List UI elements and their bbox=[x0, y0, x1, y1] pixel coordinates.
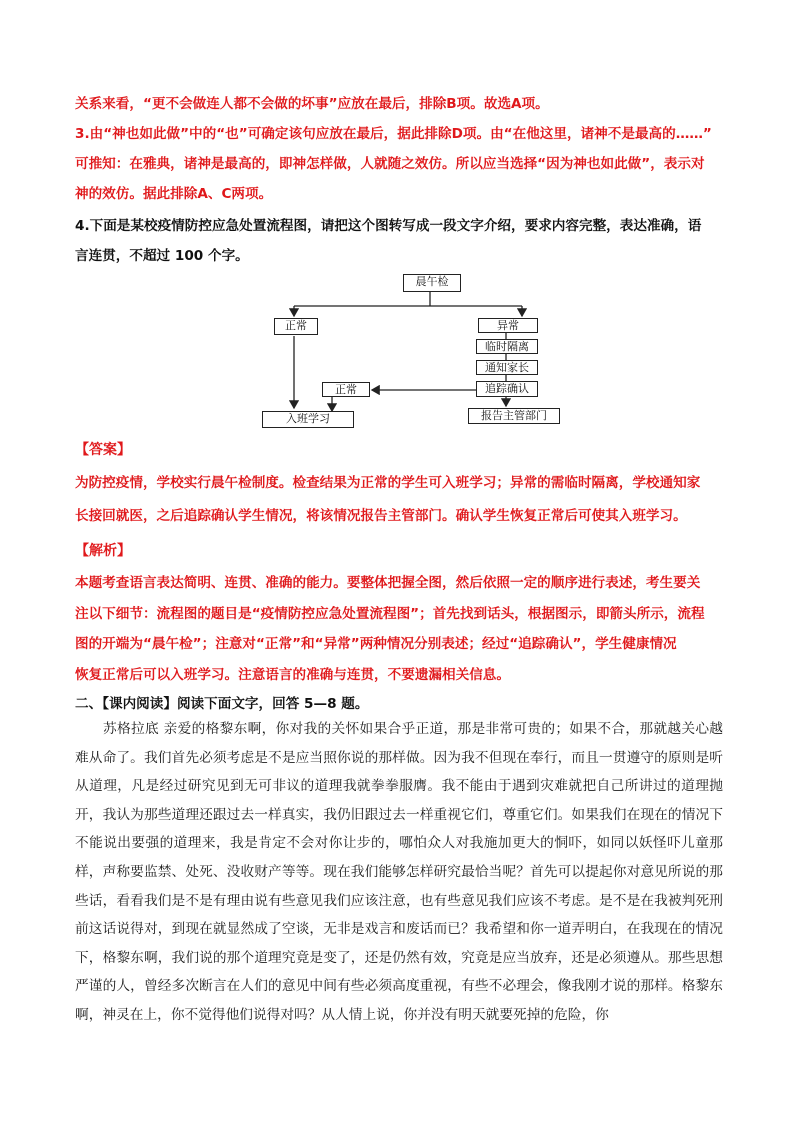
flow-confirm: 追踪确认 bbox=[476, 381, 538, 397]
answer-text-line-2: 长接回就医，之后追踪确认学生情况，将该情况报告主管部门。确认学生恢复正常后可使其入班学习。 bbox=[75, 508, 687, 524]
answer-text-line-1: 为防控疫情，学校实行晨午检制度。检查结果为正常的学生可入班学习；异常的需临时隔离，学校通知家 bbox=[75, 475, 701, 491]
question-4-line-2: 言连贯，不超过 100 个字。 bbox=[75, 248, 249, 264]
answer-line-4: 神的效仿。据此排除A、C两项。 bbox=[75, 186, 273, 202]
analysis-tag: 【解析】 bbox=[75, 543, 131, 559]
answer-line-3: 可推知：在雅典，诸神是最高的，即神怎样做，人就随之效仿。所以应当选择“因为神也如此做”，表示对 bbox=[75, 156, 705, 172]
answer-tag: 【答案】 bbox=[75, 442, 131, 458]
analysis-line-3: 图的开端为“晨午检”；注意对“正常”和“异常”两种情况分别表述；经过“追踪确认”，学生健康情况 bbox=[75, 636, 677, 652]
flow-start: 晨午检 bbox=[403, 274, 461, 292]
flow-normal-mid: 正常 bbox=[322, 382, 370, 397]
flowchart bbox=[262, 270, 574, 430]
flow-notify: 通知家长 bbox=[476, 360, 538, 375]
answer-line-1: 关系来看，“更不会做连人都不会做的坏事”应放在最后，排除B项。故选A项。 bbox=[75, 96, 549, 112]
flow-abnormal: 异常 bbox=[478, 318, 538, 333]
analysis-line-4: 恢复正常后可以入班学习。注意语言的准确与连贯，不要遗漏相关信息。 bbox=[75, 667, 510, 683]
answer-line-2: 3.由“神也如此做”中的“也”可确定该句应放在最后，据此排除D项。由“在他这里，诸神不是最高的……” bbox=[75, 126, 712, 142]
analysis-line-2: 注以下细节：流程图的题目是“疫情防控应急处置流程图”；首先找到话头，根据图示，即箭头所示，流程 bbox=[75, 606, 705, 622]
flow-class: 入班学习 bbox=[262, 411, 354, 428]
analysis-line-1: 本题考查语言表达简明、连贯、准确的能力。要整体把握全图，然后依照一定的顺序进行表述，考生要关 bbox=[75, 575, 701, 591]
question-4-line-1: 4.下面是某校疫情防控应急处置流程图，请把这个图转写成一段文字介绍，要求内容完整，表达准确，语 bbox=[75, 218, 702, 234]
reading-passage: 苏格拉底 亲爱的格黎东啊，你对我的关怀如果合乎正道，那是非常可贵的；如果不合，那就越关心越难从命了。我们首先必须考虑是不是应当照你说的那样做。因为我不但现在奉行，而且一贯遵守的原则是听从道理，凡是经过研究见到无可非议的道理我就拳拳服膺。我不能由于遇到灾难就把自己所讲过的道理抛开，我认为那些道理还跟过去一样真实，我仍旧跟过去一样重视它们，尊重它们。如果我们在现在的情况下不能说出要强的道理来，我是肯定不会对你让步的，哪怕众人对我施加更大的恫吓，如同以妖怪吓儿童那样，声称要监禁、处死、没收财产等等。现在我们能够怎样研究最恰当呢？首先可以提起你对意见所说的那些话，看看我们是不是有理由说有些意见我们应该注意，也有些意见我们应该不考虑。是不是在我被判死刑前这话说得对，到现在就显然成了空谈，无非是戏言和废话而已？我希望和你一道弄明白，在我现在的情况下，格黎东啊，我们说的那个道理究竟是变了，还是仍然有效，究竟是应当放弃，还是必须遵从。那些思想严谨的人，曾经多次断言在人们的意见中间有些必须高度重视，有些不必理会，像我刚才说的那样。格黎东啊，神灵在上，你不觉得他们说得对吗？从人情上说，你并没有明天就要死掉的危险，你 bbox=[75, 721, 723, 1023]
flow-report: 报告主管部门 bbox=[468, 408, 560, 424]
section-2-heading: 二、【课内阅读】阅读下面文字，回答 5—8 题。 bbox=[75, 696, 369, 712]
flow-isolate: 临时隔离 bbox=[476, 339, 538, 354]
flow-normal-left: 正常 bbox=[274, 318, 318, 335]
